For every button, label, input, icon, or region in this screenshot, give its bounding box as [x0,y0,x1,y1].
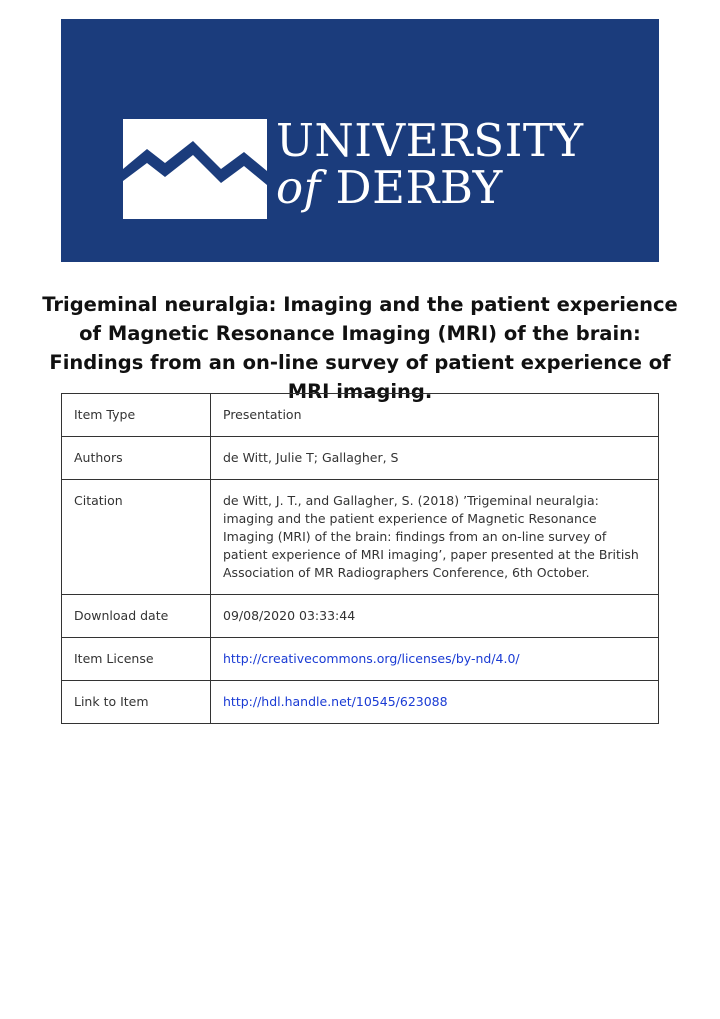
row-value: de Witt, Julie T; Gallagher, S [211,437,659,480]
table-row [62,394,659,437]
license-link[interactable]: http://creativecommons.org/licenses/by-nd/4.0/ [223,651,520,666]
item-link[interactable]: http://hdl.handle.net/10545/623088 [223,694,448,709]
table-row [62,638,659,681]
row-value: Presentation [211,394,659,437]
table-row [62,595,659,638]
row-value: de Witt, J. T., and Gallagher, S. (2018) ’Trigeminal neuralgia: imaging and the patient experience of Magnetic Resonance Imaging (MRI) of the brain: findings from an on-line survey of patient experience of MRI imaging’, paper presented at the British Association of MR Radiographers Conference, 6th October. [211,480,659,595]
logo-text-derby [276,161,503,214]
logo-text-of: of [276,161,321,214]
table-row [62,480,659,595]
row-label: Download date [62,595,211,638]
mountains-logo-icon [123,119,267,219]
row-label: Item License [62,638,211,681]
table-row [62,681,659,724]
document-title: Trigeminal neuralgia: Imaging and the patient experience of Magnetic Resonance Imaging (MRI) of the brain: Findings from an on-line survey of patient experience of MRI imaging. [42,293,678,403]
row-label: Link to Item [62,681,211,724]
row-value [211,681,659,724]
item-metadata-table [61,393,659,724]
logo-text-university: UNIVERSITY [276,114,584,167]
university-banner [61,19,659,262]
table-row [62,437,659,480]
row-label: Item Type [62,394,211,437]
row-label: Citation [62,480,211,595]
row-label: Authors [62,437,211,480]
logo-text-derby-word: DERBY [320,161,503,214]
row-value: 09/08/2020 03:33:44 [211,595,659,638]
row-value [211,638,659,681]
